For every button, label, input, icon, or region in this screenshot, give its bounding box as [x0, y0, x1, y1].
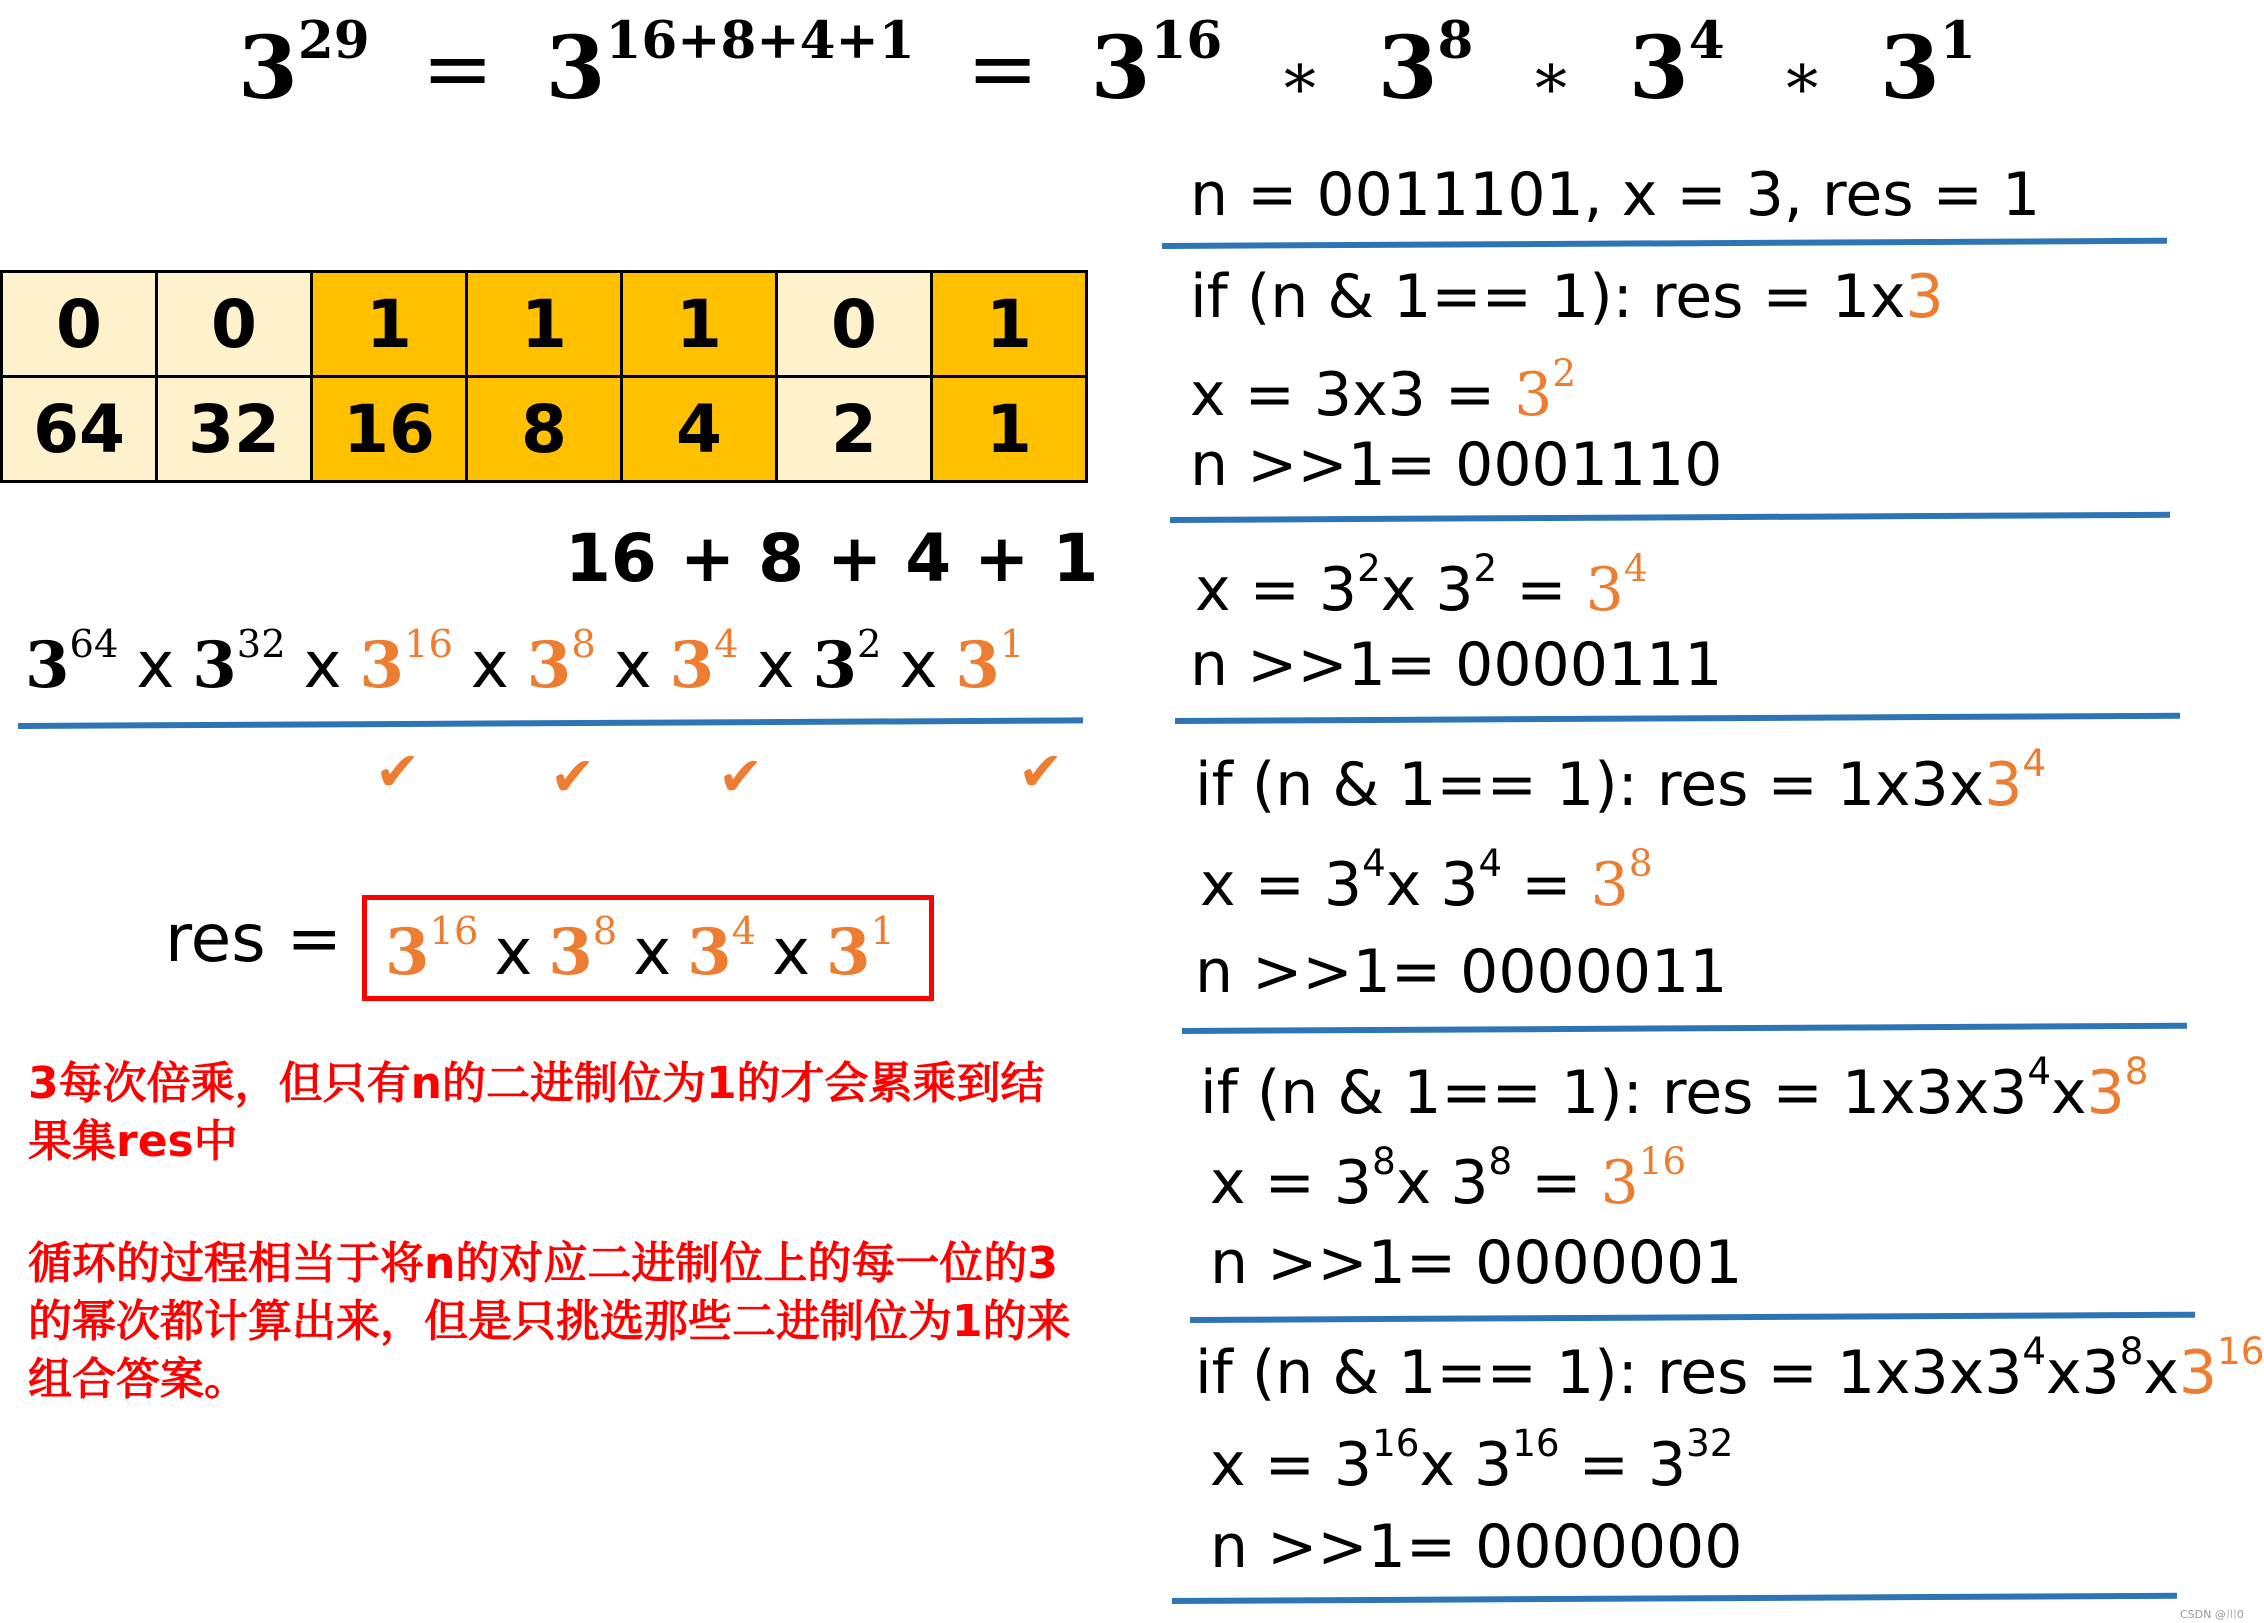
step3-x-b-exp: 4: [1478, 840, 1503, 885]
step-divider: [1175, 713, 2180, 724]
step3-x-b: x 3: [1385, 850, 1479, 920]
step2-x: [1195, 545, 1648, 625]
step4-if-x: x: [2051, 1058, 2087, 1128]
times-sign: x: [899, 629, 938, 703]
step2-x-a: x = 3: [1195, 555, 1358, 625]
step1-x-exp: 2: [1552, 350, 1577, 395]
check-icon: ✔: [375, 740, 421, 803]
step5-x-eq: = 3: [1559, 1430, 1687, 1500]
step4-if-text: if (n & 1== 1): res = 1x3x3: [1200, 1058, 2028, 1128]
bit-cell: 0: [777, 272, 932, 377]
res-base: 3: [548, 915, 593, 990]
times-sign: x: [136, 629, 175, 703]
step2-x-b: x 3: [1380, 555, 1474, 625]
step1-x-base: 3: [1514, 360, 1553, 430]
step5-x-exp: 32: [1686, 1420, 1734, 1465]
step4-x: [1210, 1138, 1687, 1218]
step5-x: [1210, 1420, 1734, 1500]
step3-shift: n >>1= 0000011: [1195, 937, 1728, 1007]
res-exp: 16: [429, 909, 479, 955]
step5-x-b: x 3: [1419, 1430, 1513, 1500]
power-base-selected: 3: [955, 628, 1000, 703]
power-base-selected: 3: [526, 628, 572, 703]
title-mul-1: ∗: [1278, 40, 1322, 114]
check-icon: ✔: [1018, 740, 1064, 803]
bit-cell: 1: [932, 272, 1087, 377]
step3-x-a-exp: 4: [1362, 840, 1386, 885]
title-exp-3: 16: [1150, 10, 1223, 71]
step4-x-b: x 3: [1395, 1148, 1489, 1218]
step3-x: [1200, 840, 1653, 920]
times-sign: x: [633, 916, 672, 990]
times-sign: x: [756, 629, 795, 703]
power-base-selected: 3: [669, 628, 715, 703]
title-exp-6: 1: [1939, 10, 1976, 71]
step4-x-exp: 16: [1638, 1138, 1687, 1183]
title-base-6: 3: [1880, 18, 1940, 119]
res-exp: 4: [731, 909, 757, 955]
step2-shift: n >>1= 0000111: [1190, 630, 1723, 700]
step5-if-x1: x3: [2046, 1338, 2120, 1408]
step2-x-exp: 4: [1623, 545, 1648, 590]
step2-x-eq: =: [1497, 555, 1586, 625]
weight-cell: 1: [932, 377, 1087, 482]
bits-row: [2, 272, 1087, 377]
power-exp-selected: 4: [714, 622, 739, 668]
step4-x-b-exp: 8: [1488, 1138, 1513, 1183]
title-exp-5: 4: [1688, 10, 1725, 71]
step3-x-eq: =: [1502, 850, 1591, 920]
step5-if-x2: x: [2143, 1338, 2179, 1408]
init-line: n = 0011101, x = 3, res = 1: [1190, 160, 2041, 230]
title-base-4: 3: [1377, 18, 1438, 119]
bit-cell: 1: [312, 272, 467, 377]
step3-if: [1195, 740, 2047, 820]
powers-row: [25, 622, 1025, 703]
title-exp-1: 29: [297, 10, 370, 71]
step1-if-text: if (n & 1== 1): res = 1x: [1190, 262, 1906, 332]
times-sign: x: [613, 629, 652, 703]
step1-if: [1190, 262, 1944, 332]
power-base-selected: 3: [359, 628, 405, 703]
note-1: 3每次倍乘，但只有n的二进制位为1的才会累乘到结果集res中: [28, 1058, 1045, 1167]
times-sign: x: [303, 629, 342, 703]
power-exp-selected: 16: [404, 622, 453, 668]
res-exp: 8: [592, 909, 618, 955]
power-exp: 64: [69, 622, 119, 668]
res-label: res =: [165, 900, 342, 977]
step-divider: [1172, 1593, 2177, 1604]
step4-x-base: 3: [1600, 1148, 1639, 1218]
step2-x-b-exp: 2: [1473, 545, 1498, 590]
step3-if-exp: 4: [2022, 740, 2047, 785]
power-base: 3: [192, 628, 237, 703]
step5-x-a-exp: 16: [1372, 1420, 1420, 1465]
step2-x-a-exp: 2: [1357, 545, 1381, 590]
step5-if-base: 3: [2178, 1338, 2218, 1408]
sum-of-weights: 16 + 8 + 4 + 1: [565, 520, 1099, 597]
step4-shift: n >>1= 0000001: [1210, 1228, 1743, 1298]
step4-if-base: 3: [2086, 1058, 2125, 1128]
check-icon: ✔: [550, 745, 596, 808]
times-sign: x: [772, 916, 810, 990]
step1-if-highlight: 3: [1905, 262, 1944, 332]
step-divider: [1170, 512, 2170, 523]
step4-x-eq: =: [1512, 1148, 1601, 1218]
powers-underline: [18, 717, 1083, 729]
step5-if-text: if (n & 1== 1): res = 1x3x3: [1195, 1338, 2023, 1408]
power-base: 3: [25, 628, 70, 703]
step1-shift: n >>1= 0001110: [1190, 430, 1723, 500]
step3-if-base: 3: [1984, 750, 2023, 820]
bit-cell: 0: [157, 272, 312, 377]
times-sign: x: [470, 629, 509, 703]
weight-cell: 32: [157, 377, 312, 482]
power-exp-selected: 1: [999, 622, 1025, 668]
step-divider: [1190, 1312, 2195, 1323]
times-sign: x: [494, 916, 533, 990]
title-equals-2: =: [966, 19, 1039, 119]
step-divider: [1162, 238, 2167, 249]
step2-x-base: 3: [1585, 555, 1624, 625]
weight-cell: 8: [467, 377, 622, 482]
title-exp-2: 16+8+4+1: [605, 10, 915, 71]
step3-if-text: if (n & 1== 1): res = 1x3x: [1195, 750, 1985, 820]
title-base-2: 3: [545, 18, 606, 119]
step5-if-e2: 8: [2119, 1328, 2144, 1373]
step1-x: [1190, 350, 1577, 430]
step4-if-exp: 8: [2124, 1048, 2149, 1093]
step3-x-a: x = 3: [1200, 850, 1363, 920]
power-exp: 32: [236, 622, 286, 668]
step-divider: [1182, 1023, 2187, 1034]
step4-x-a-exp: 8: [1372, 1138, 1396, 1183]
step5-if: [1195, 1328, 2264, 1408]
step5-if-e1: 4: [2022, 1328, 2047, 1373]
res-base: 3: [825, 915, 871, 990]
power-base: 3: [812, 628, 858, 703]
step4-if-mid-exp: 4: [2027, 1048, 2052, 1093]
bit-cell: 1: [467, 272, 622, 377]
title-base-5: 3: [1628, 18, 1689, 119]
weight-cell: 4: [622, 377, 777, 482]
title-mul-3: ∗: [1780, 40, 1825, 114]
binary-table: [0, 270, 1088, 483]
title-base-3: 3: [1090, 18, 1151, 119]
check-icon: ✔: [718, 745, 764, 808]
title-mul-2: ∗: [1529, 40, 1573, 114]
step4-if: [1200, 1048, 2149, 1128]
title-exp-4: 8: [1437, 10, 1474, 71]
step1-x-text: x = 3x3 =: [1190, 360, 1515, 430]
step3-x-base: 3: [1590, 850, 1629, 920]
weight-cell: 64: [2, 377, 157, 482]
power-exp: 2: [857, 622, 882, 668]
res-exp: 1: [870, 909, 895, 955]
watermark: CSDN @川0: [2180, 1608, 2244, 1621]
step5-if-exp: 16: [2217, 1328, 2264, 1373]
power-exp-selected: 8: [571, 622, 596, 668]
weights-row: [2, 377, 1087, 482]
res-base: 3: [687, 915, 732, 990]
step5-shift: n >>1= 0000000: [1210, 1512, 1743, 1582]
title-base-1: 3: [238, 18, 298, 119]
bit-cell: 1: [622, 272, 777, 377]
weight-cell: 2: [777, 377, 932, 482]
step3-x-exp: 8: [1628, 840, 1653, 885]
note-2: 循环的过程相当于将n的对应二进制位上的每一位的3的幂次都计算出来，但是只挑选那些二进制位为1的来组合答案。: [28, 1238, 1071, 1405]
bit-cell: 0: [2, 272, 157, 377]
title-equation: [238, 10, 1976, 119]
res-base: 3: [385, 915, 430, 990]
step5-x-b-exp: 16: [1512, 1420, 1560, 1465]
step4-x-a: x = 3: [1210, 1148, 1373, 1218]
title-equals-1: =: [421, 19, 494, 119]
res-result-box: [362, 895, 934, 1001]
weight-cell: 16: [312, 377, 467, 482]
step5-x-a: x = 3: [1210, 1430, 1373, 1500]
